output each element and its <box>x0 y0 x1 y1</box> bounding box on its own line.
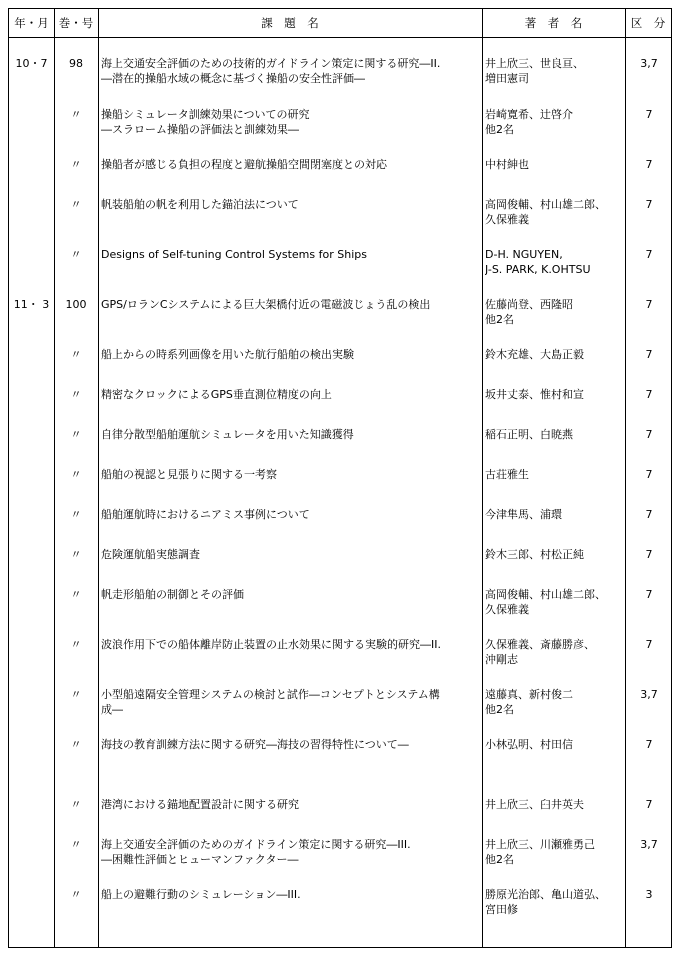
title-cell-line: 成― <box>101 703 123 716</box>
title-cell <box>101 587 481 602</box>
category-cell: 7 <box>645 348 653 361</box>
title-cell <box>101 887 481 902</box>
title-cell-line: 船舶運航時におけるニアミス事例について <box>101 508 310 521</box>
title-cell <box>101 547 481 562</box>
authors-cell-line: 中村紳也 <box>485 158 529 171</box>
authors-cell <box>485 467 625 482</box>
volume-cell: 〃 <box>70 738 82 751</box>
authors-cell <box>485 837 625 867</box>
title-cell-line: 危険運航船実態調査 <box>101 548 200 561</box>
authors-cell-line: D-H. NGUYEN, <box>485 248 563 261</box>
category-cell: 7 <box>645 248 653 261</box>
title-cell-line: ―困難性評価とヒューマンファクター― <box>101 853 299 866</box>
authors-cell-line: 沖剛志 <box>485 653 518 666</box>
authors-cell-line: 岩崎寛希、辻啓介 <box>485 108 573 121</box>
authors-cell <box>485 56 625 86</box>
header-title: 課 題 名 <box>261 16 319 30</box>
title-cell <box>101 247 481 262</box>
title-cell <box>101 347 481 362</box>
authors-cell <box>485 157 625 172</box>
category-cell: 7 <box>645 158 653 171</box>
authors-cell-line: 井上欣三、世良亘、 <box>485 57 584 70</box>
title-cell-line: 操船シミュレータ訓練効果についての研究 <box>101 108 310 121</box>
authors-cell-line: 高岡俊輔、村山雄二郎、 <box>485 198 606 211</box>
title-cell-line: ―潜在的操船水域の概念に基づく操船の安全性評価― <box>101 72 365 85</box>
header-date: 年・月 <box>14 16 49 30</box>
authors-cell <box>485 507 625 522</box>
title-cell <box>101 467 481 482</box>
category-cell: 7 <box>645 588 653 601</box>
volume-cell: 〃 <box>70 388 82 401</box>
title-cell-line: Designs of Self-tuning Control Systems for Ships <box>101 248 367 261</box>
column-divider <box>482 9 483 947</box>
authors-cell <box>485 107 625 137</box>
volume-cell: 〃 <box>70 548 82 561</box>
title-cell <box>101 56 481 86</box>
category-cell: 7 <box>645 428 653 441</box>
title-cell <box>101 157 481 172</box>
volume-cell: 〃 <box>70 688 82 701</box>
authors-cell-line: 宮田修 <box>485 903 518 916</box>
title-cell <box>101 637 481 652</box>
authors-cell-line: 今津隼馬、浦環 <box>485 508 562 521</box>
title-cell-line: 海技の教育訓練方法に関する研究―海技の習得特性について― <box>101 738 409 751</box>
category-cell: 7 <box>645 298 653 311</box>
title-cell <box>101 687 481 717</box>
authors-cell <box>485 347 625 362</box>
authors-cell-line: 遠藤真、新村俊二 <box>485 688 573 701</box>
title-cell-line: 船舶の視認と見張りに関する一考察 <box>101 468 277 481</box>
publication-table <box>8 8 672 948</box>
authors-cell-line: 稲石正明、白暁燕 <box>485 428 573 441</box>
authors-cell-line: 小林弘明、村田信 <box>485 738 573 751</box>
title-cell-line: 自律分散型船舶運航シミュレータを用いた知識獲得 <box>101 428 354 441</box>
title-cell-line: 精密なクロックによるGPS垂直測位精度の向上 <box>101 388 332 401</box>
title-cell <box>101 297 481 312</box>
volume-cell: 〃 <box>70 348 82 361</box>
title-cell-line: 帆走形船舶の制御とその評価 <box>101 588 244 601</box>
category-cell: 7 <box>645 548 653 561</box>
category-cell: 7 <box>645 738 653 751</box>
authors-cell-line: 鈴木三郎、村松正純 <box>485 548 584 561</box>
header-volume: 巻・号 <box>58 16 94 30</box>
authors-cell-line: 他2名 <box>485 853 514 866</box>
date-cell: 11・ 3 <box>13 298 50 311</box>
authors-cell-line: 増田憲司 <box>485 72 529 85</box>
authors-cell <box>485 737 625 752</box>
volume-cell: 〃 <box>70 508 82 521</box>
volume-cell: 〃 <box>70 158 82 171</box>
title-cell-line: 帆装船舶の帆を利用した錨泊法について <box>101 198 299 211</box>
header-authors: 著 者 名 <box>524 16 583 30</box>
authors-cell-line: 久保雅義 <box>485 213 529 226</box>
title-cell <box>101 107 481 137</box>
title-cell <box>101 507 481 522</box>
authors-cell-line: 久保雅義 <box>485 603 529 616</box>
volume-cell: 98 <box>69 57 83 70</box>
authors-cell-line: 井上欣三、臼井英夫 <box>485 798 584 811</box>
authors-cell-line: 坂井丈泰、惟村和宣 <box>485 388 584 401</box>
authors-cell-line: 古荘雅生 <box>485 468 529 481</box>
authors-cell <box>485 387 625 402</box>
volume-cell: 〃 <box>70 588 82 601</box>
category-cell: 3,7 <box>640 688 658 701</box>
authors-cell <box>485 547 625 562</box>
title-cell-line: 港湾における錨地配置設計に関する研究 <box>101 798 299 811</box>
category-cell: 3,7 <box>640 57 658 70</box>
volume-cell: 〃 <box>70 638 82 651</box>
category-cell: 3 <box>645 888 653 901</box>
title-cell <box>101 797 481 812</box>
authors-cell-line: 他2名 <box>485 703 514 716</box>
title-cell-line: 船上からの時系列画像を用いた航行船舶の検出実験 <box>101 348 354 361</box>
authors-cell <box>485 197 625 227</box>
authors-cell-line: 勝原光治郎、亀山道弘、 <box>485 888 606 901</box>
category-cell: 7 <box>645 508 653 521</box>
header-category: 区 分 <box>630 16 666 30</box>
authors-cell-line: 鈴木充雄、大島正毅 <box>485 348 584 361</box>
title-cell-line: 海上交通安全評価のためのガイドライン策定に関する研究―III. <box>101 838 411 851</box>
category-cell: 7 <box>645 638 653 651</box>
category-cell: 7 <box>645 198 653 211</box>
volume-cell: 100 <box>65 298 87 311</box>
category-cell: 7 <box>645 108 653 121</box>
title-cell <box>101 737 481 752</box>
authors-cell-line: 他2名 <box>485 313 514 326</box>
volume-cell: 〃 <box>70 888 82 901</box>
title-cell <box>101 197 481 212</box>
authors-cell <box>485 797 625 812</box>
volume-cell: 〃 <box>70 428 82 441</box>
category-cell: 3,7 <box>640 838 658 851</box>
title-cell-line: 船上の避難行動のシミュレーション―III. <box>101 888 301 901</box>
title-cell-line: 波浪作用下での船体離岸防止装置の止水効果に関する実験的研究―II. <box>101 638 441 651</box>
date-cell: 10・7 <box>15 57 48 70</box>
authors-cell-line: 久保雅義、斎藤勝彦、 <box>485 638 595 651</box>
volume-cell: 〃 <box>70 198 82 211</box>
header-divider <box>9 37 671 38</box>
authors-cell-line: 高岡俊輔、村山雄二郎、 <box>485 588 606 601</box>
authors-cell-line: 他2名 <box>485 123 514 136</box>
authors-cell <box>485 587 625 617</box>
authors-cell <box>485 247 625 277</box>
title-cell-line: GPS/ロランCシステムによる巨大架橋付近の電磁波じょう乱の検出 <box>101 298 431 311</box>
category-cell: 7 <box>645 388 653 401</box>
volume-cell: 〃 <box>70 798 82 811</box>
volume-cell: 〃 <box>70 468 82 481</box>
title-cell <box>101 837 481 867</box>
title-cell-line: 小型船遠隔安全管理システムの検討と試作―コンセプトとシステム構 <box>101 688 440 701</box>
category-cell: 7 <box>645 798 653 811</box>
authors-cell <box>485 427 625 442</box>
authors-cell <box>485 887 625 917</box>
authors-cell <box>485 297 625 327</box>
authors-cell-line: 井上欣三、川瀬雅勇己 <box>485 838 595 851</box>
title-cell-line: ―スラローム操船の評価法と訓練効果― <box>101 123 299 136</box>
authors-cell <box>485 687 625 717</box>
authors-cell <box>485 637 625 667</box>
authors-cell-line: J-S. PARK, K.OHTSU <box>485 263 591 276</box>
title-cell <box>101 387 481 402</box>
volume-cell: 〃 <box>70 248 82 261</box>
title-cell-line: 操船者が感じる負担の程度と避航操船空間閉塞度との対応 <box>101 158 387 171</box>
title-cell-line: 海上交通安全評価のための技術的ガイドライン策定に関する研究―II. <box>101 57 441 70</box>
category-cell: 7 <box>645 468 653 481</box>
column-divider <box>625 9 626 947</box>
authors-cell-line: 佐藤尚登、西隆昭 <box>485 298 573 311</box>
column-divider <box>98 9 99 947</box>
volume-cell: 〃 <box>70 838 82 851</box>
title-cell <box>101 427 481 442</box>
volume-cell: 〃 <box>70 108 82 121</box>
